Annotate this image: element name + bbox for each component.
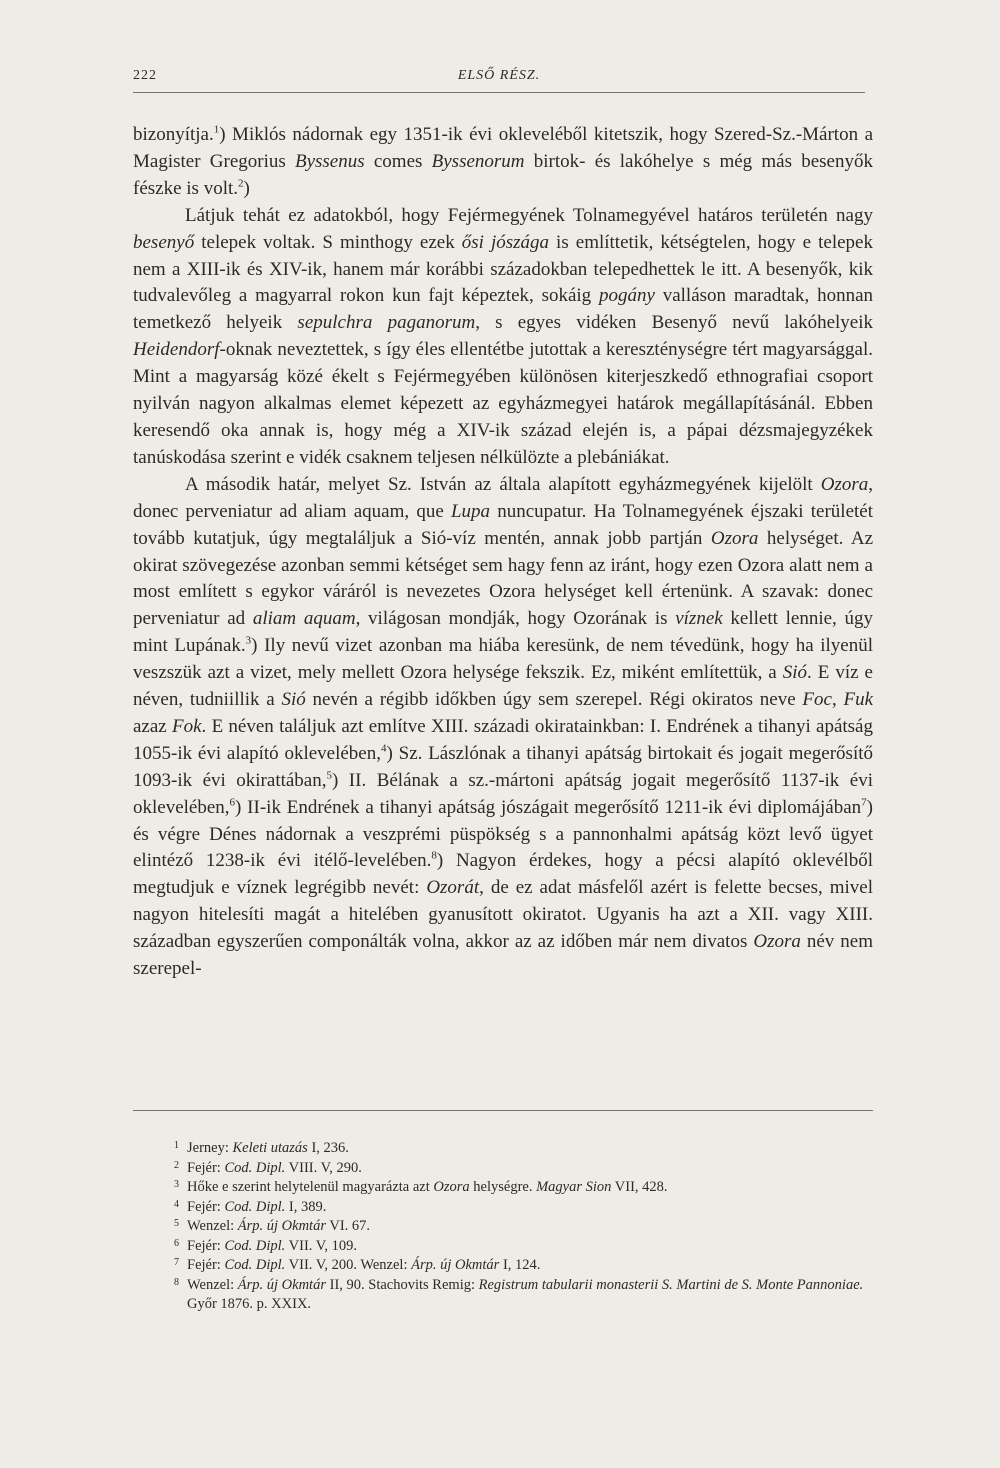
- text-span: kellett lennie, úgy mint Lupának.: [133, 608, 873, 657]
- paragraph-2: [133, 203, 873, 472]
- italic-term: Árp. új Okmtár: [237, 1218, 326, 1234]
- text-span: ) és végre Dénes nádornak a veszprémi püspökség s a pannonhalmi apátság közt levő ügyet elintéző 1238-ik évi itélő-levelében.: [133, 796, 873, 872]
- text-span: helységet. Az okirat szövegezése azonban semmi kétséget sem hagy fenn az iránt, hogy ezen Ozora alatt nem a most említett s egykor váráról is nevezetes Ozora helységet kell értenünk. A szavak: donec perveniatur ad: [133, 527, 874, 630]
- text-span: Látjuk tehát ez adatokból, hogy Fejérmegyének Tolnamegyével határos területén nagy: [185, 204, 873, 226]
- text-span: VII, 428.: [611, 1179, 668, 1195]
- italic-term: Heidendorf: [133, 339, 220, 361]
- text-span: birtok- és lakóhelye s még más besenyők fészke is volt.: [133, 150, 873, 199]
- text-span: Fejér:: [187, 1237, 225, 1254]
- footnote-divider: [133, 1110, 873, 1111]
- text-span: . E néven találjuk azt említve XIII. századi okiratainkban: I. Endrének a tihanyi apátság 1055-ik évi alapító oklevelében,: [133, 715, 873, 764]
- footnote-ref: 8: [431, 850, 437, 863]
- italic-term: Árp. új Okmtár: [237, 1276, 326, 1293]
- italic-term: víznek: [675, 608, 723, 630]
- footnote-ref: 7: [861, 796, 867, 809]
- main-text: [133, 122, 873, 983]
- italic-term: Lupa: [450, 500, 491, 522]
- text-span: is említtetik, kétségtelen, hogy e telepek nem a XIII-ik és XIV-ik, hanem már korábbi századokban telepedhettek le itt. A besenyők, kik tudvalevőleg a magyarral rokon kun fajt képeztek, sokáig: [133, 231, 873, 307]
- text-span: I, 236.: [307, 1140, 349, 1156]
- text-span: Fejér:: [187, 1159, 225, 1176]
- text-span: Wenzel:: [187, 1276, 238, 1293]
- text-span: A második határ, melyet Sz. István az általa alapított egyházmegyének kijelölt: [185, 473, 821, 495]
- page-header: [133, 68, 865, 93]
- text-span: ) II-ik Endrének a tihanyi apátság jószágait megerősítő 1211-ik évi diplomájában: [235, 796, 862, 818]
- footnote-mark: 2: [174, 1159, 179, 1171]
- page-number: 222: [133, 68, 157, 83]
- italic-term: Keleti utazás: [232, 1140, 308, 1156]
- text-span: telepek voltak. S minthogy ezek: [194, 231, 462, 253]
- italic-term: Sió: [782, 662, 808, 684]
- paragraph-3: [133, 472, 873, 983]
- italic-term: pogány: [598, 285, 655, 307]
- text-span: . E víz e néven, tudniillik a: [133, 662, 873, 711]
- italic-term: Ozora: [710, 527, 759, 549]
- text-span: , s egyes vidéken Besenyő nevű lakóhelyeik: [475, 312, 873, 334]
- footnote-mark: 3: [174, 1179, 179, 1190]
- text-span: Fejér:: [187, 1257, 225, 1273]
- footnote-mark: 8: [174, 1276, 179, 1288]
- text-span: nuncupatur. Ha Tolnamegyének éjszaki területét tovább kutatjuk, úgy megtaláljuk a Sió-víz mentén, annak jobb partján: [133, 500, 874, 549]
- text-span: Győr 1876. p. XXIX.: [187, 1296, 312, 1312]
- italic-term: besenyő: [133, 231, 195, 253]
- text-span: ) Miklós nádornak egy 1351-ik évi okleveléből kitetszik, hogy Szered-Sz.-Márton a Magister Gregorius: [133, 124, 873, 172]
- text-span: , donec perveniatur ad aliam aquam, que: [133, 473, 873, 522]
- footnote-mark: 7: [174, 1257, 179, 1268]
- paragraph-1: [133, 122, 873, 203]
- italic-term: Ozora: [753, 931, 801, 953]
- text-span: Hőke e szerint helytelenül magyarázta azt: [187, 1179, 434, 1195]
- footnote-ref: 3: [245, 634, 252, 647]
- footnote-ref: 1: [213, 123, 220, 136]
- text-span: II, 90. Stachovits Remig:: [325, 1276, 479, 1293]
- italic-term: Cod. Dipl.: [224, 1198, 286, 1215]
- text-span: Jerney:: [187, 1140, 233, 1156]
- text-span: Fejér:: [187, 1198, 225, 1215]
- text-span: Wenzel:: [187, 1218, 238, 1234]
- footnote-1: [174, 1139, 873, 1159]
- italic-term: Sió: [281, 689, 306, 711]
- text-span: ,: [831, 689, 844, 711]
- text-span: VII. V, 200. Wenzel:: [285, 1257, 412, 1273]
- text-span: VI. 67.: [325, 1218, 371, 1234]
- footnote-ref: 2: [238, 177, 244, 190]
- text-span: -oknak neveztettek, s így éles ellentétbe jutottak a kereszténységre tért magyarsággal. Mint a magyarság közé ékelt s Fejérmegyében különösen kiterjeszkedő ethnografiai csoport nyilván nagyon alkalmas elemet képezett az egyházmegyei határok megállapításánál. Ebben keresendő oka annak is, hogy még a XIV-ik század elején is, a pápai dézsmajegyzékek tanúskodása szerint e vidék csaknem teljesen nélkülözte a plebániákat.: [133, 339, 873, 468]
- text-span: helységre.: [469, 1179, 537, 1195]
- footnote-8: [174, 1276, 873, 1315]
- text-span: comes: [364, 150, 432, 172]
- footnote-mark: 5: [174, 1218, 179, 1229]
- text-span: ): [243, 177, 250, 199]
- italic-term: Cod. Dipl.: [224, 1237, 286, 1254]
- text-span: VIII. V, 290.: [285, 1159, 362, 1176]
- footnote-mark: 1: [174, 1140, 179, 1151]
- italic-term: Cod. Dipl.: [224, 1159, 286, 1176]
- text-span: azaz: [133, 715, 172, 737]
- text-span: nevén a régibb időkben úgy sem szerepel. Régi okiratos neve: [305, 689, 803, 711]
- footnote-2: [174, 1159, 873, 1179]
- text-span: bizonyítja.: [133, 124, 214, 145]
- text-span: VII. V, 109.: [285, 1237, 357, 1254]
- italic-term: Árp. új Okmtár: [411, 1257, 500, 1273]
- italic-term: Registrum tabularii monasterii S. Martini de S. Monte Pannoniae.: [478, 1276, 864, 1293]
- italic-term: sepulchra paganorum: [297, 312, 476, 334]
- footnote-5: [174, 1217, 873, 1237]
- footnote-ref: 6: [229, 796, 236, 809]
- italic-term: Ozorát: [426, 877, 480, 899]
- text-span: I, 389.: [285, 1198, 327, 1215]
- italic-term: Magyar Sion: [536, 1179, 612, 1195]
- italic-term: aliam aquam: [252, 608, 356, 630]
- footnote-mark: 4: [174, 1198, 179, 1210]
- footnote-7: [174, 1256, 873, 1276]
- italic-term: Fuk: [843, 689, 874, 711]
- italic-term: Cod. Dipl.: [224, 1257, 286, 1273]
- text-span: I, 124.: [499, 1257, 541, 1273]
- footnote-ref: 5: [326, 769, 332, 782]
- footnote-6: [174, 1237, 873, 1257]
- text-span: ) II. Bélának a sz.-mártoni apátság jogait megerősítő 1137-ik évi oklevelében,: [133, 769, 874, 818]
- text-span: , de ez adat másfelől azért is felette becses, mivel nagyon hitelesíti magát a hitelében gyanusított okiratot. Ugyanis ha azt a XII. vagy XIII. században egyszerűen componálták volna, akkor az az időben már nem divatos: [133, 877, 873, 953]
- footnote-mark: 6: [174, 1237, 179, 1249]
- italic-term: Fok: [172, 715, 202, 737]
- italic-term: Ozora: [820, 473, 869, 495]
- running-title: ELSŐ RÉSZ.: [457, 68, 541, 83]
- italic-term: Byssenus: [294, 150, 365, 172]
- text-span: , világosan mondják, hogy Ozorának is: [355, 608, 676, 630]
- italic-term: Foc: [802, 689, 832, 711]
- text-span: valláson maradtak, honnan temetkező helyeik: [133, 285, 874, 334]
- text-span: ) Sz. Lászlónak a tihanyi apátság birtokait és jogait megerősítő 1093-ik évi okirattában,: [133, 742, 874, 791]
- italic-term: Ozora: [433, 1179, 470, 1195]
- footnote-4: [174, 1198, 873, 1218]
- text-span: ) Nagyon érdekes, hogy a pécsi alapító oklevélből megtudjuk e víznek legrégibb nevét:: [133, 850, 873, 899]
- italic-term: Byssenorum: [431, 150, 525, 172]
- text-span: név nem szerepel-: [133, 931, 874, 980]
- footnote-ref: 4: [381, 742, 387, 755]
- text-span: ) Ily nevű vizet azonban ma hiába keresünk, de nem tévedünk, hogy ha ilyenül veszszük azt a vizet, mely mellett Ozora helysége fekszik. Ez, miként említettük, a: [133, 635, 874, 684]
- footnotes: [174, 1139, 873, 1315]
- italic-term: ősi jószága: [461, 231, 550, 253]
- footnote-3: [174, 1178, 873, 1198]
